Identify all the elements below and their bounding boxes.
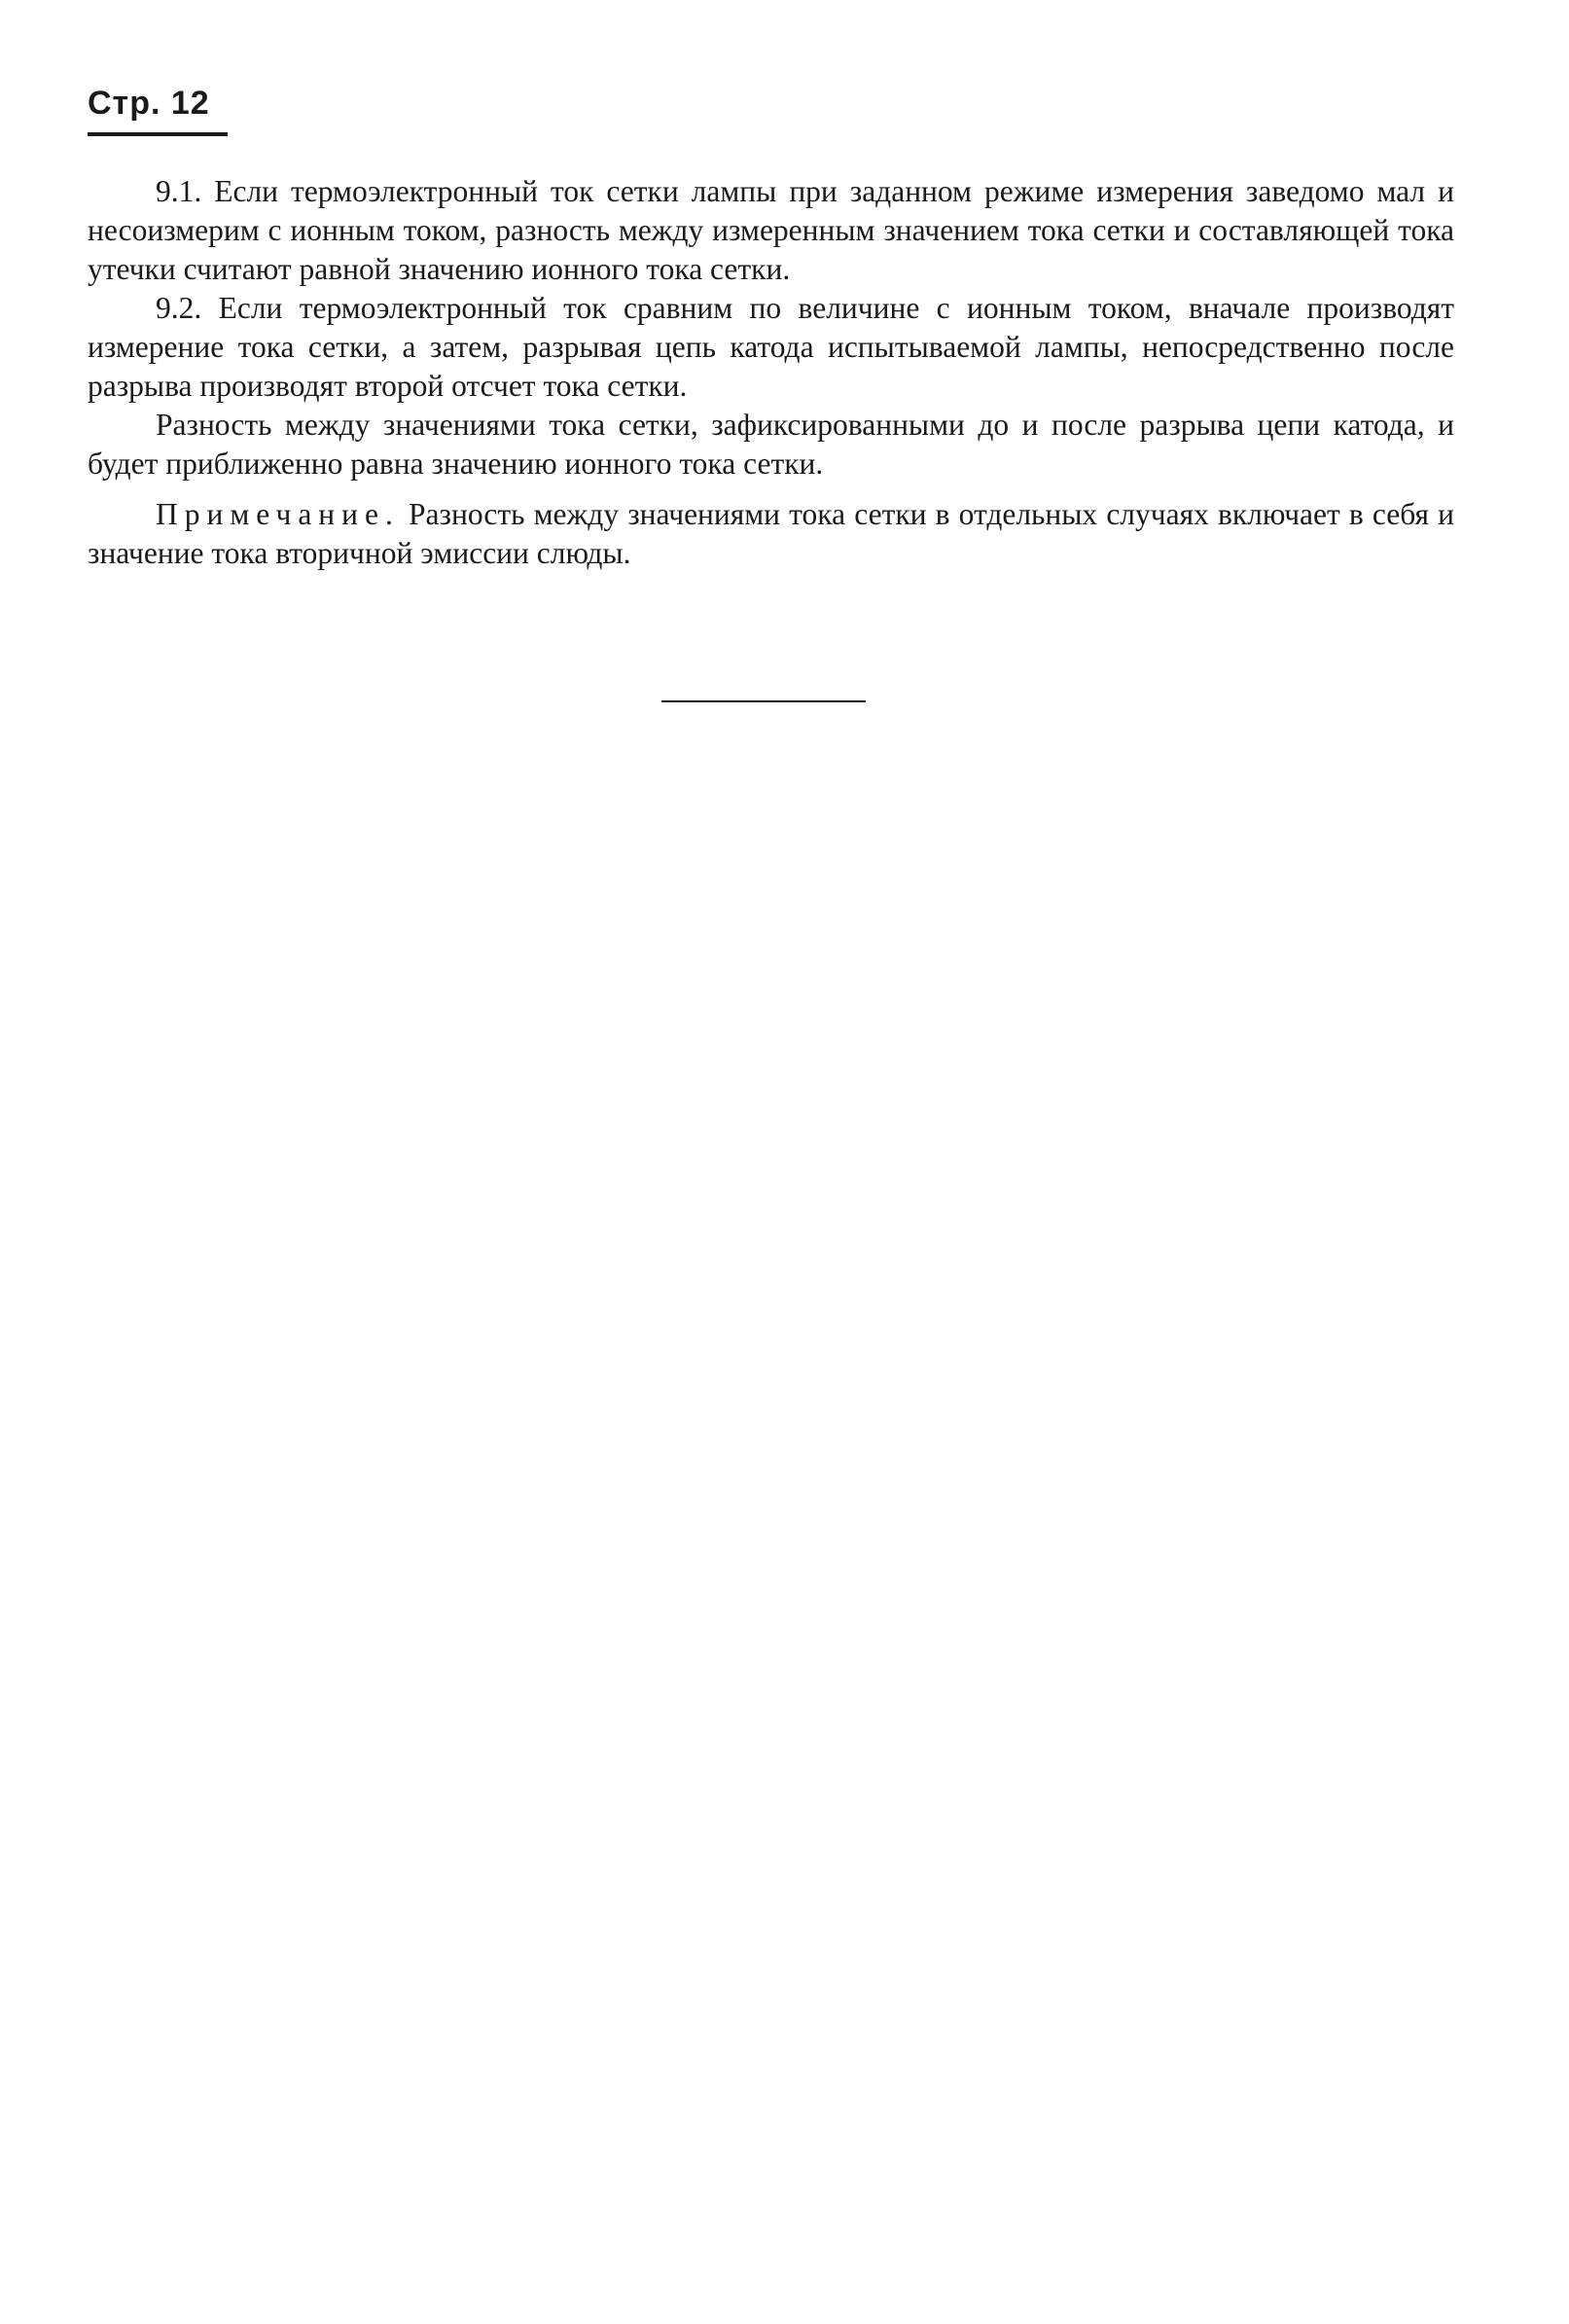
note-label: Примечание. bbox=[156, 497, 400, 531]
paragraph-difference: Разность между значениями тока сетки, зафиксированными до и после разрыва цепи катода, и будет приближенно равна значению ионного тока сетки. bbox=[88, 408, 1454, 481]
paragraph-9-2: 9.2. Если термоэлектронный ток сравним по величине с ионным током, вначале производят измерение тока сетки, а затем, разрывая цепь катода испытываемой лампы, непосредственно после разрыва производят второй отсчет тока сетки. bbox=[88, 291, 1454, 403]
header-underline bbox=[88, 132, 228, 136]
document-body bbox=[88, 172, 1454, 573]
end-divider bbox=[661, 700, 866, 702]
note-text: Разность между значениями тока сетки в отдельных случаях включает в себя и значение тока вторичной эмиссии слюды. bbox=[88, 497, 1454, 570]
paragraph-9-1: 9.1. Если термоэлектронный ток сетки лампы при заданном режиме измерения заведомо мал и несоизмерим с ионным током, разность между измеренным значением тока сетки и составляющей тока утечки считают равной значению ионного тока сетки. bbox=[88, 174, 1454, 286]
note-paragraph bbox=[88, 495, 1454, 573]
page-number: Стр. 12 bbox=[88, 85, 210, 122]
